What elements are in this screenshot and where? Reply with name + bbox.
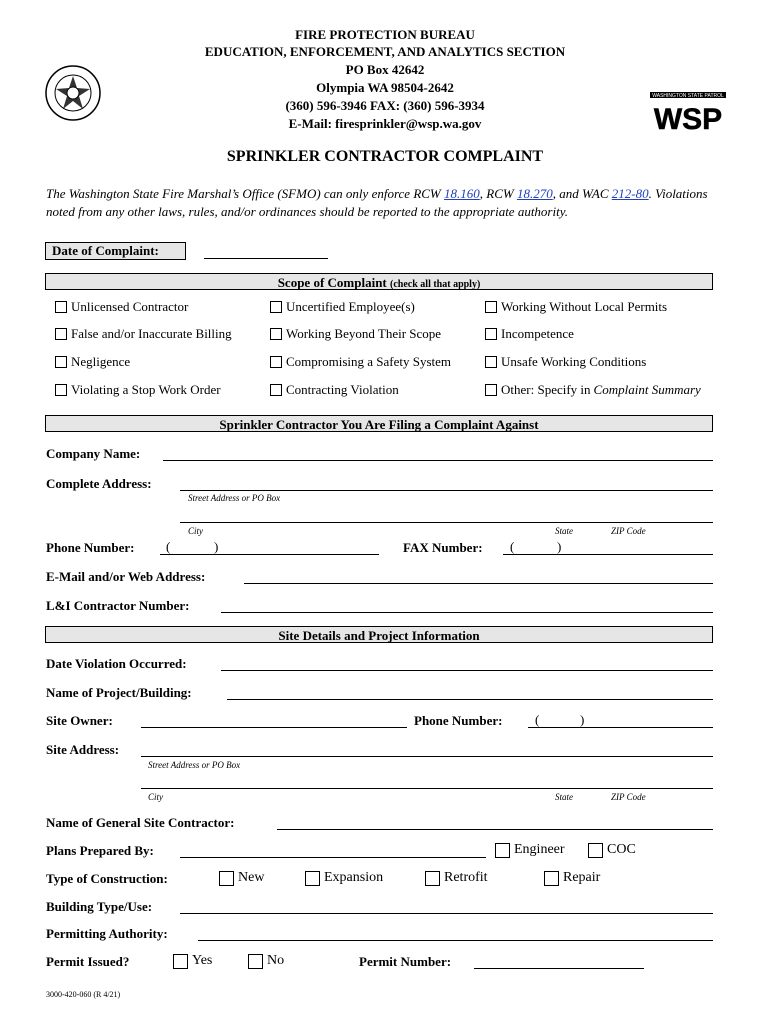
checkbox[interactable] (588, 843, 603, 858)
scope-other[interactable]: Other: Specify in Complaint Summary (485, 382, 701, 398)
contractor-header: Sprinkler Contractor You Are Filing a Complaint Against (45, 415, 713, 432)
street-address-hint: Street Address or PO Box (188, 493, 281, 503)
checkbox[interactable] (544, 871, 559, 886)
scope-working-without-permits[interactable]: Working Without Local Permits (485, 299, 667, 315)
date-violation-label: Date Violation Occurred: (46, 656, 187, 671)
header-section: EDUCATION, ENFORCEMENT, AND ANALYTICS SECTION (204, 44, 566, 59)
site-phone-paren-close: ) (580, 712, 585, 727)
checkbox[interactable] (55, 356, 67, 368)
scope-working-beyond-scope[interactable]: Working Beyond Their Scope (270, 326, 441, 342)
checkbox[interactable] (425, 871, 440, 886)
checkbox[interactable] (55, 301, 67, 313)
phone-paren-close: ) (214, 539, 219, 554)
checkbox[interactable] (485, 384, 497, 396)
checkbox[interactable] (485, 301, 497, 313)
scope-negligence[interactable]: Negligence (55, 354, 130, 370)
site-street-field[interactable] (141, 756, 713, 757)
checkbox[interactable] (495, 843, 510, 858)
permit-number-label: Permit Number: (359, 954, 452, 969)
construction-expansion-option[interactable]: Expansion (305, 870, 383, 886)
building-type-label: Building Type/Use: (46, 899, 153, 914)
scope-false-billing[interactable]: False and/or Inaccurate Billing (55, 326, 232, 342)
site-address-label: Site Address: (46, 742, 120, 757)
city-state-zip-field[interactable] (180, 522, 713, 523)
site-owner-field[interactable] (141, 727, 407, 728)
state-hint: State (555, 526, 573, 536)
city-hint: City (188, 526, 203, 536)
svg-text:WASHINGTON STATE PATROL: WASHINGTON STATE PATROL (652, 93, 724, 99)
scope-header: Scope of Complaint (check all that apply) (45, 273, 713, 290)
scope-incompetence[interactable]: Incompetence (485, 326, 574, 342)
date-of-complaint-field[interactable] (204, 258, 328, 259)
checkbox[interactable] (485, 328, 497, 340)
checkbox[interactable] (305, 871, 320, 886)
fax-number-label: FAX Number: (403, 540, 483, 555)
complete-address-label: Complete Address: (46, 476, 152, 491)
scope-unsafe-conditions[interactable]: Unsafe Working Conditions (485, 354, 646, 370)
site-city-hint: City (148, 792, 163, 802)
permit-number-field[interactable] (474, 968, 644, 969)
phone-number-field[interactable] (160, 554, 379, 555)
checkbox[interactable] (173, 954, 188, 969)
construction-new-option[interactable]: New (219, 870, 264, 886)
scope-stop-work-order[interactable]: Violating a Stop Work Order (55, 382, 221, 398)
plans-engineer-option[interactable]: Engineer (495, 842, 565, 858)
project-name-label: Name of Project/Building: (46, 685, 192, 700)
construction-type-label: Type of Construction: (46, 871, 168, 886)
site-phone-field[interactable] (528, 727, 713, 728)
permit-issued-yes-option[interactable]: Yes (173, 953, 212, 969)
site-city-state-zip-field[interactable] (141, 788, 713, 789)
site-phone-label: Phone Number: (414, 713, 503, 728)
form-number: 3000-420-060 (R 4/21) (46, 990, 121, 999)
scope-unlicensed-contractor[interactable]: Unlicensed Contractor (55, 299, 188, 315)
plans-prepared-label: Plans Prepared By: (46, 843, 154, 858)
plans-coc-option[interactable]: COC (588, 842, 636, 858)
plans-prepared-field[interactable] (180, 857, 486, 858)
email-web-field[interactable] (244, 583, 713, 584)
checkbox[interactable] (270, 328, 282, 340)
zip-hint: ZIP Code (611, 526, 646, 536)
site-owner-label: Site Owner: (46, 713, 113, 728)
fax-number-field[interactable] (503, 554, 713, 555)
header-bureau: FIRE PROTECTION BUREAU (295, 27, 475, 42)
phone-number-label: Phone Number: (46, 540, 135, 555)
permitting-authority-field[interactable] (198, 940, 713, 941)
rcw-18270-link[interactable]: 18.270 (516, 186, 553, 201)
phone-paren-open: ( (166, 539, 171, 554)
permitting-authority-label: Permitting Authority: (46, 926, 168, 941)
site-state-hint: State (555, 792, 573, 802)
checkbox[interactable] (270, 301, 282, 313)
wac-21280-link[interactable]: 212-80 (611, 186, 649, 201)
general-contractor-field[interactable] (277, 829, 713, 830)
permit-issued-no-option[interactable]: No (248, 953, 284, 969)
project-name-field[interactable] (227, 699, 713, 700)
svg-text:WSP: WSP (653, 103, 723, 132)
li-contractor-number-field[interactable] (221, 612, 713, 613)
rcw-18160-link[interactable]: 18.160 (444, 186, 480, 201)
general-contractor-label: Name of General Site Contractor: (46, 815, 235, 830)
date-violation-field[interactable] (221, 670, 713, 671)
scope-compromising-safety[interactable]: Compromising a Safety System (270, 354, 451, 370)
checkbox[interactable] (248, 954, 263, 969)
company-name-field[interactable] (163, 460, 713, 461)
permit-issued-label: Permit Issued? (46, 954, 130, 969)
site-street-hint: Street Address or PO Box (148, 760, 241, 770)
intro-paragraph: The Washington State Fire Marshal’s Office (SFMO) can only enforce RCW 18.160, RCW 18.270, and WAC 212-80. Violations noted from any other laws, rules, and/or ordinances should be reported to the appropriate authority. (46, 186, 708, 219)
li-contractor-number-label: L&I Contractor Number: (46, 598, 190, 613)
company-name-label: Company Name: (46, 446, 141, 461)
site-header: Site Details and Project Information (45, 626, 713, 643)
construction-retrofit-option[interactable]: Retrofit (425, 870, 488, 886)
header-phone: (360) 596-3946 FAX: (360) 596-3934 (285, 98, 485, 113)
checkbox[interactable] (270, 356, 282, 368)
scope-contracting-violation[interactable]: Contracting Violation (270, 382, 399, 398)
construction-repair-option[interactable]: Repair (544, 870, 600, 886)
header-po-box: PO Box 42642 (345, 62, 425, 77)
site-phone-paren-open: ( (535, 712, 540, 727)
site-zip-hint: ZIP Code (611, 792, 646, 802)
email-web-label: E-Mail and/or Web Address: (46, 569, 206, 584)
checkbox[interactable] (219, 871, 234, 886)
checkbox[interactable] (55, 328, 67, 340)
checkbox[interactable] (55, 384, 67, 396)
header-city: Olympia WA 98504-2642 (316, 80, 454, 95)
fax-paren-close: ) (557, 539, 562, 554)
date-of-complaint-label-box: Date of Complaint: (45, 242, 186, 260)
checkbox[interactable] (270, 384, 282, 396)
form-title: SPRINKLER CONTRACTOR COMPLAINT (226, 148, 544, 165)
building-type-field[interactable] (180, 913, 713, 914)
checkbox[interactable] (485, 356, 497, 368)
fax-paren-open: ( (510, 539, 515, 554)
header-email: E-Mail: firesprinkler@wsp.wa.gov (288, 116, 482, 131)
scope-uncertified-employees[interactable]: Uncertified Employee(s) (270, 299, 415, 315)
street-address-field[interactable] (180, 490, 713, 491)
